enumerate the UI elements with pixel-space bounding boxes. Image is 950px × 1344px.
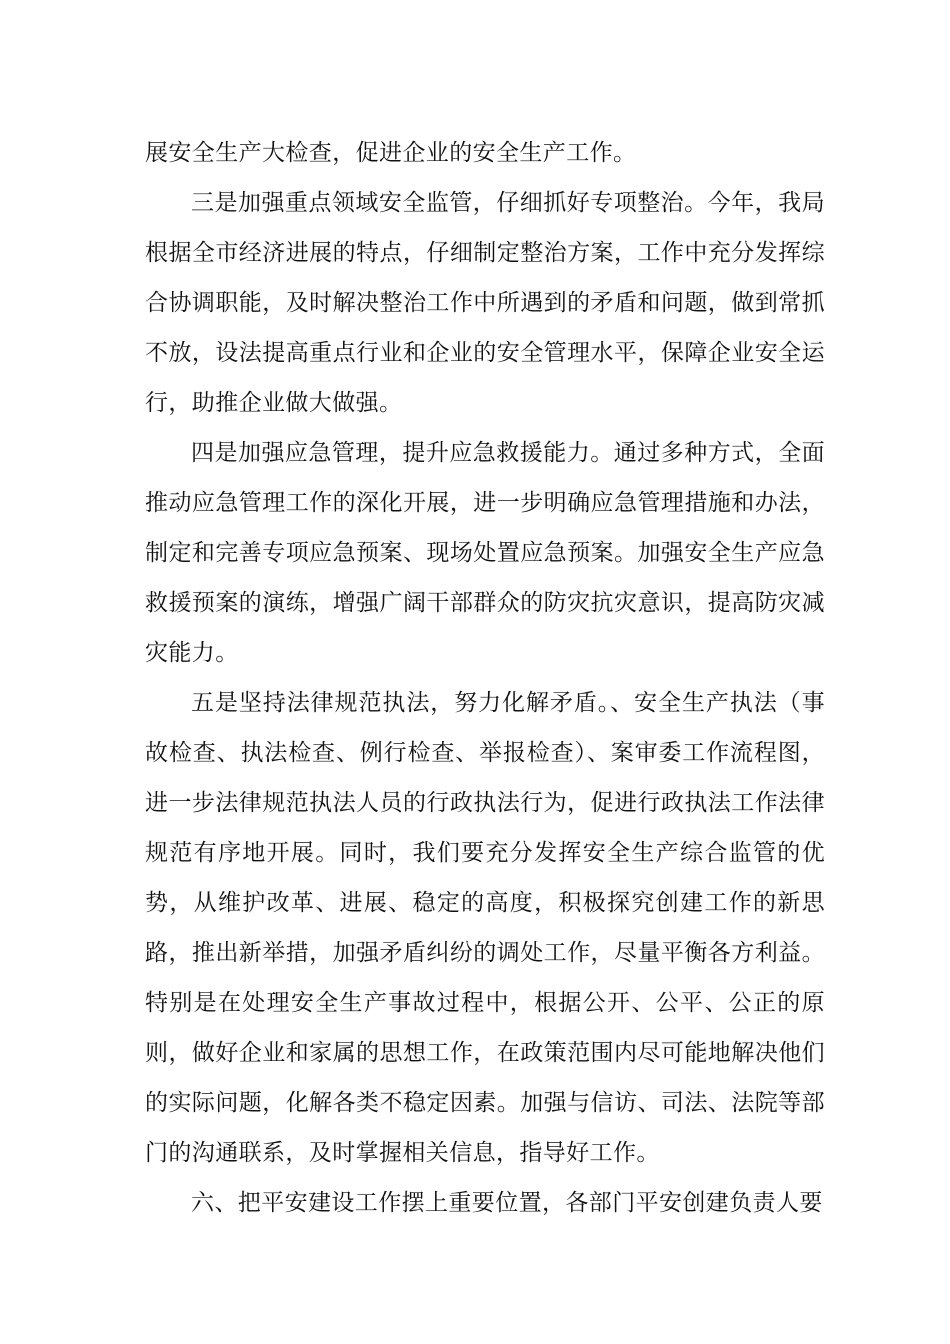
paragraph-item-4: 四是加强应急管理，提升应急救援能力。通过多种方式，全面推动应急管理工作的深化开展，进一步明确应急管理措施和办法，制定和完善专项应急预案、现场处置应急预案。加强安全生产应急救援预案的演练，增强广阔干部群众的防灾抗灾意识，提高防灾减灾能力。: [145, 440, 825, 666]
paragraph-item-5: 五是坚持法律规范执法，努力化解矛盾。、安全生产执法（事故检查、执法检查、例行检查、举报检查）、案审委工作流程图，进一步法律规范执法人员的行政执法行为，促进行政执法工作法律规范有序地开展。同时，我们要充分发挥安全生产综合监管的优势，从维护改革、进展、稳定的高度，积极探究创建工作的新思路，推出新举措，加强矛盾纠纷的调处工作，尽量平衡各方利益。特别是在处理安全生产事故过程中，根据公开、公平、公正的原则，做好企业和家属的思想工作，在政策范围内尽可能地解决他们的实际问题，化解各类不稳定因素。加强与信访、司法、法院等部门的沟通联系，及时掌握相关信息，指导好工作。: [145, 690, 825, 1166]
document-body: [145, 128, 825, 1228]
paragraph-continuation: 展安全生产大检查，促进企业的安全生产工作。: [145, 140, 637, 166]
paragraph-item-3: 三是加强重点领域安全监管，仔细抓好专项整治。今年，我局根据全市经济进展的特点，仔细制定整治方案，工作中充分发挥综合协调职能，及时解决整治工作中所遇到的矛盾和问题，做到常抓不放，设法提高重点行业和企业的安全管理水平，保障企业安全运行，助推企业做大做强。: [145, 190, 825, 416]
paragraph-item-6: 六、把平安建设工作摆上重要位置，各部门平安创建负责人要: [191, 1190, 823, 1216]
